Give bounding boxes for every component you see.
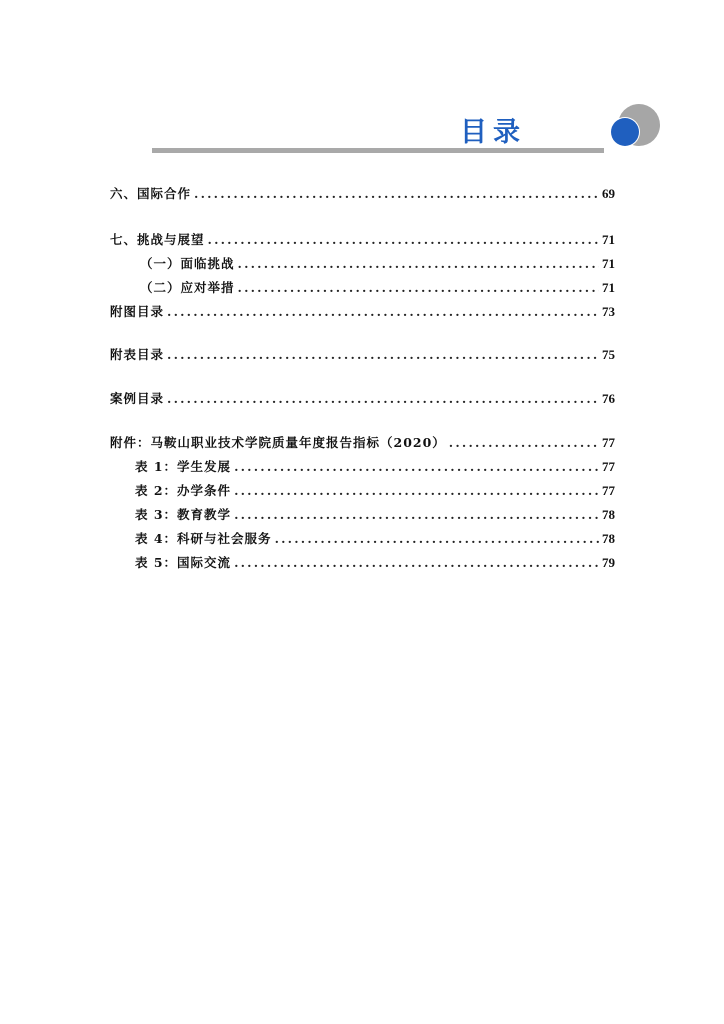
toc-leader-dots [234,481,599,501]
toc-entry[interactable] [110,230,615,250]
toc-leader-dots [208,230,599,250]
toc-leader-dots [194,184,599,204]
toc-entry[interactable] [110,505,615,525]
toc-entry-page: 78 [602,507,615,522]
toc-entry[interactable] [110,433,615,453]
toc-entry-label: 表 2：办学条件 [135,483,232,498]
toc-leader-dots [167,389,599,409]
toc-entry[interactable] [110,457,615,477]
toc-entry-label: 附图目录 [110,304,165,319]
toc-entry[interactable] [110,481,615,501]
toc-entry-label: 六、国际合作 [110,186,192,201]
toc-entry[interactable] [110,302,615,322]
blue-circle-decoration [611,118,639,146]
toc-entry-label: 表 5：国际交流 [135,555,232,570]
toc-entry-label: （二）应对举措 [140,280,235,295]
page-title: 目录 [460,117,526,148]
toc-entry-page: 77 [602,483,615,498]
toc-entry-page: 78 [602,531,615,546]
toc-leader-dots [167,345,599,365]
toc-entry-label: 案例目录 [110,391,165,406]
toc-entry[interactable] [110,553,615,573]
toc-entry[interactable] [110,529,615,549]
toc-entry-page: 76 [602,391,615,406]
toc-leader-dots [234,505,599,525]
toc-leader-dots [234,553,599,573]
toc-entry-page: 69 [602,186,615,201]
toc-entry-label: 表 3：教育教学 [135,507,232,522]
toc-entry-page: 75 [602,347,615,362]
toc-leader-dots [234,457,599,477]
toc-entry[interactable] [110,254,615,274]
toc-leader-dots [167,302,599,322]
toc-leader-dots [238,278,599,298]
toc-entry[interactable] [110,345,615,365]
toc-leader-dots [275,529,599,549]
toc-entry-label: 附表目录 [110,347,165,362]
toc-entry-page: 77 [602,459,615,474]
toc-entry-label: 七、挑战与展望 [110,232,205,247]
header-rule [152,148,604,153]
toc-entry-label: 表 1：学生发展 [135,459,232,474]
toc-entry[interactable] [110,278,615,298]
toc-entry-label: （一）面临挑战 [140,256,235,271]
toc-entry-page: 73 [602,304,615,319]
toc-entry-label: 附件：马鞍山职业技术学院质量年度报告指标（2020） [110,435,446,450]
toc-entry-page: 79 [602,555,615,570]
toc-entry[interactable] [110,389,615,409]
toc-leader-dots [449,433,599,453]
toc-entry-page: 71 [602,280,615,295]
toc-entry[interactable] [110,184,615,204]
toc-leader-dots [238,254,599,274]
toc-entry-page: 71 [602,256,615,271]
toc-entry-label: 表 4：科研与社会服务 [135,531,272,546]
toc-entry-page: 77 [602,435,615,450]
toc-header [150,104,670,164]
toc-entry-page: 71 [602,232,615,247]
